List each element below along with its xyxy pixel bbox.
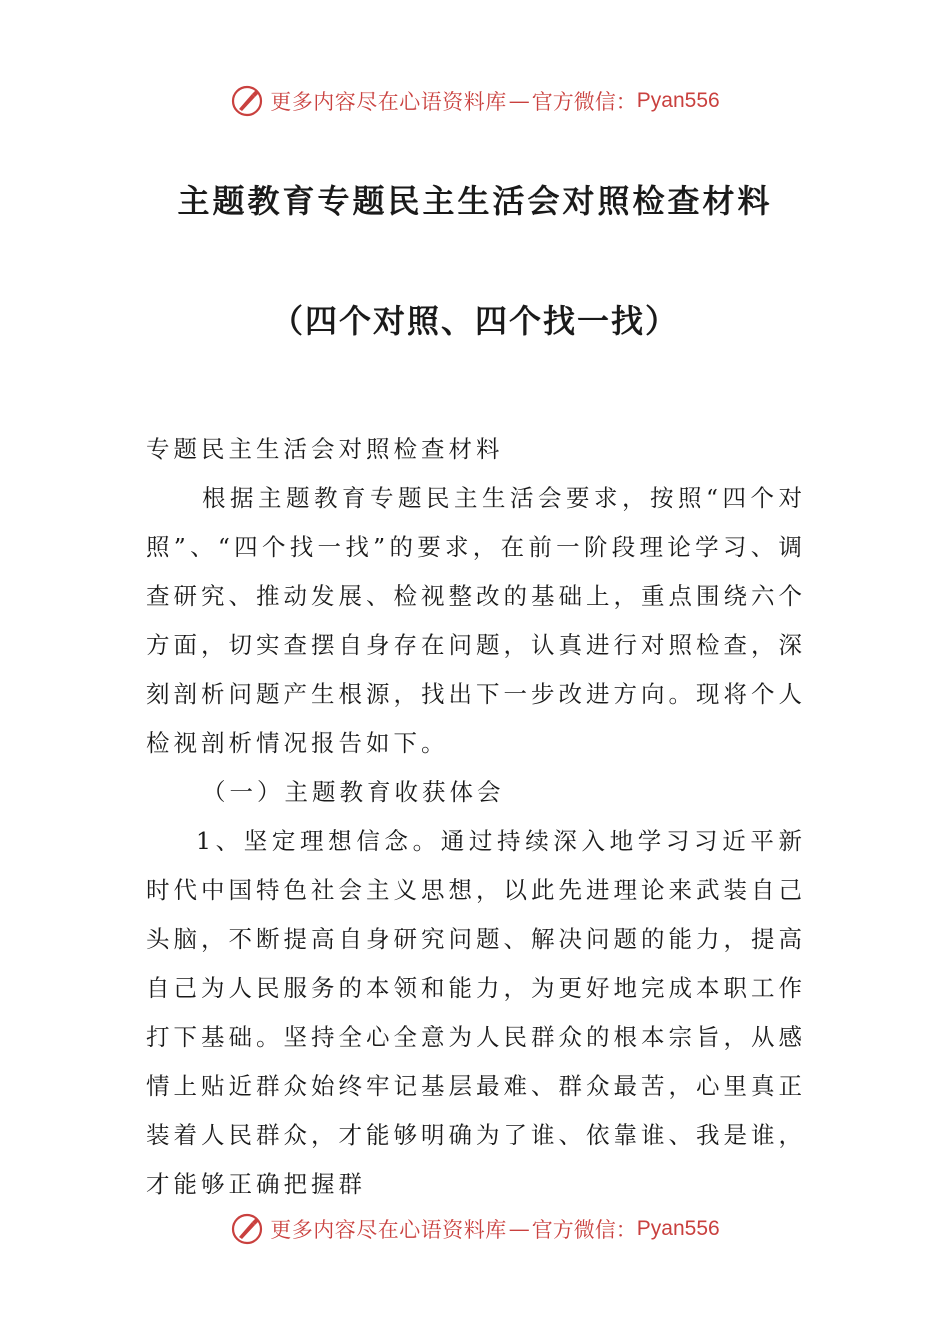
pen-logo-icon [230, 84, 264, 118]
watermark-label: 官方微信： [531, 90, 637, 114]
watermark-text: 更多内容尽在心语资料库 [270, 90, 507, 114]
heading-line: 专题民主生活会对照检查材料 [146, 435, 504, 463]
document-subtitle: （四个对照、四个找一找） [270, 302, 679, 340]
paragraph-ideals: 1、坚定理想信念。通过持续深入地学习习近平新时代中国特色社会主义思想，以此先进理论来武装自己头脑，不断提高自身研究问题、解决问题的能力，提高自己为人民服务的本领和能力，为更好地完成本职工作打下基础。坚持全心全意为人民群众的根本宗旨，从感情上贴近群众始终牢记基层最难、群众最苦，心里真正装着人民群众，才能够明确为了谁、依靠谁、我是谁，才能够正确把握群 [146, 827, 806, 1198]
pen-logo-icon [230, 1212, 264, 1246]
watermark-label: 官方微信： [531, 1218, 637, 1242]
watermark-footer [0, 1212, 950, 1246]
watermark-text: 更多内容尽在心语资料库 [270, 1218, 507, 1242]
document-title: 主题教育专题民主生活会对照检查材料 [177, 182, 773, 220]
watermark-id: Pyan556 [636, 1217, 720, 1240]
paragraph-intro: 根据主题教育专题民主生活会要求，按照“四个对照”、“四个找一找”的要求，在前一阶段理论学习、调查研究、推动发展、检视整改的基础上，重点围绕六个方面，切实查摆自身存在问题，认真进行对照检查，深刻剖析问题产生根源，找出下一步改进方向。现将个人检视剖析情况报告如下。 [146, 484, 806, 757]
watermark-header [0, 84, 950, 118]
document-body [146, 425, 806, 1209]
section-heading: （一）主题教育收获体会 [202, 778, 505, 806]
watermark-id: Pyan556 [636, 89, 720, 112]
watermark-dash: — [508, 89, 530, 113]
watermark-dash: — [508, 1217, 530, 1241]
